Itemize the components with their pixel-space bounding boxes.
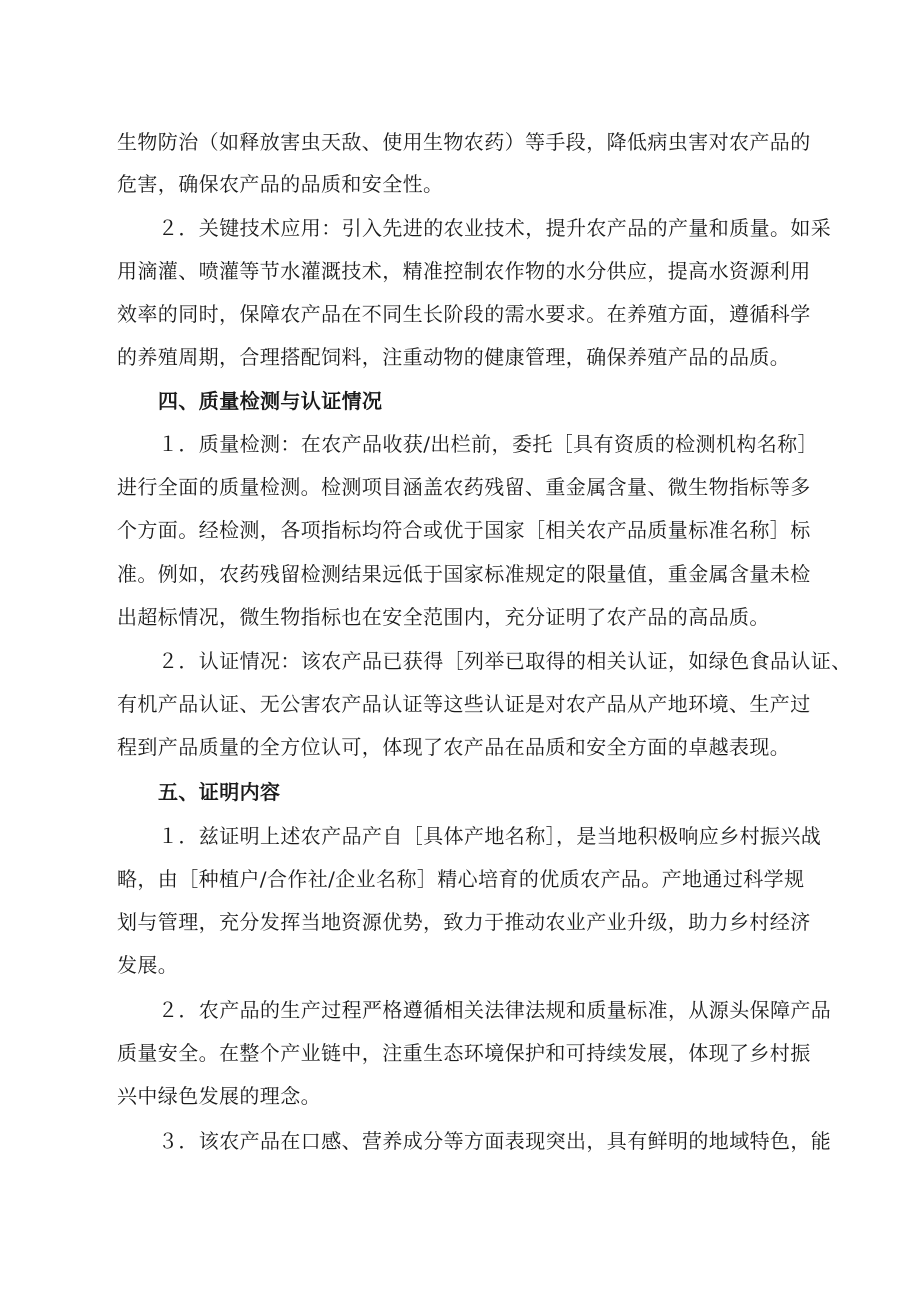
body-text-line: 个方面。经检测，各项指标均符合或优于国家［相关农产品质量标准名称］标	[117, 518, 811, 542]
body-text-line: 程到产品质量的全方位认可，体现了农产品在品质和安全方面的卓越表现。	[117, 735, 791, 759]
body-text-line: 效率的同时，保障农产品在不同生长阶段的需水要求。在养殖方面，遵循科学	[117, 302, 811, 326]
body-text-line: 出超标情况，微生物指标也在安全范围内，充分证明了农产品的高品质。	[117, 605, 770, 629]
list-item-text: ２．认证情况：该农产品已获得［列举已取得的相关认证，如绿色食品认证、	[158, 649, 852, 673]
body-text-line: 危害，确保农产品的品质和安全性。	[117, 172, 444, 196]
body-text-line: 的养殖周期，合理搭配饲料，注重动物的健康管理，确保养殖产品的品质。	[117, 345, 791, 369]
section-heading: 五、证明内容	[158, 780, 281, 804]
list-item-text: ３．该农产品在口感、营养成分等方面表现突出，具有鲜明的地域特色，能	[158, 1129, 832, 1153]
body-text-line: 进行全面的质量检测。检测项目涵盖农药残留、重金属含量、微生物指标等多	[117, 475, 811, 499]
list-item-text: １．兹证明上述农产品产自［具体产地名称］，是当地积极响应乡村振兴战	[158, 824, 822, 848]
body-text-line: 发展。	[117, 953, 179, 977]
body-text-line: 生物防治（如释放害虫天敌、使用生物农药）等手段，降低病虫害对农产品的	[117, 130, 811, 154]
body-text-line: 准。例如，农药残留检测结果远低于国家标准规定的限量值，重金属含量未检	[117, 562, 811, 586]
list-item-text: ２．关键技术应用：引入先进的农业技术，提升农产品的产量和质量。如采	[158, 216, 832, 240]
list-item-text: ２．农产品的生产过程严格遵循相关法律法规和质量标准，从源头保障产品	[158, 998, 832, 1022]
body-text-line: 兴中绿色发展的理念。	[117, 1084, 321, 1108]
body-text-line: 有机产品认证、无公害农产品认证等这些认证是对农产品从产地环境、生产过	[117, 692, 811, 716]
list-item-text: １．质量检测：在农产品收获/出栏前，委托［具有资质的检测机构名称］	[158, 432, 818, 456]
body-text-line: 质量安全。在整个产业链中，注重生态环境保护和可持续发展，体现了乡村振	[117, 1041, 811, 1065]
body-text-line: 略，由［种植户/合作社/企业名称］精心培育的优质农产品。产地通过科学规	[117, 867, 805, 891]
body-text-line: 用滴灌、喷灌等节水灌溉技术，精准控制农作物的水分供应，提高水资源利用	[117, 259, 811, 283]
body-text-line: 划与管理，充分发挥当地资源优势，致力于推动农业产业升级，助力乡村经济	[117, 910, 811, 934]
section-heading: 四、质量检测与认证情况	[158, 389, 383, 413]
